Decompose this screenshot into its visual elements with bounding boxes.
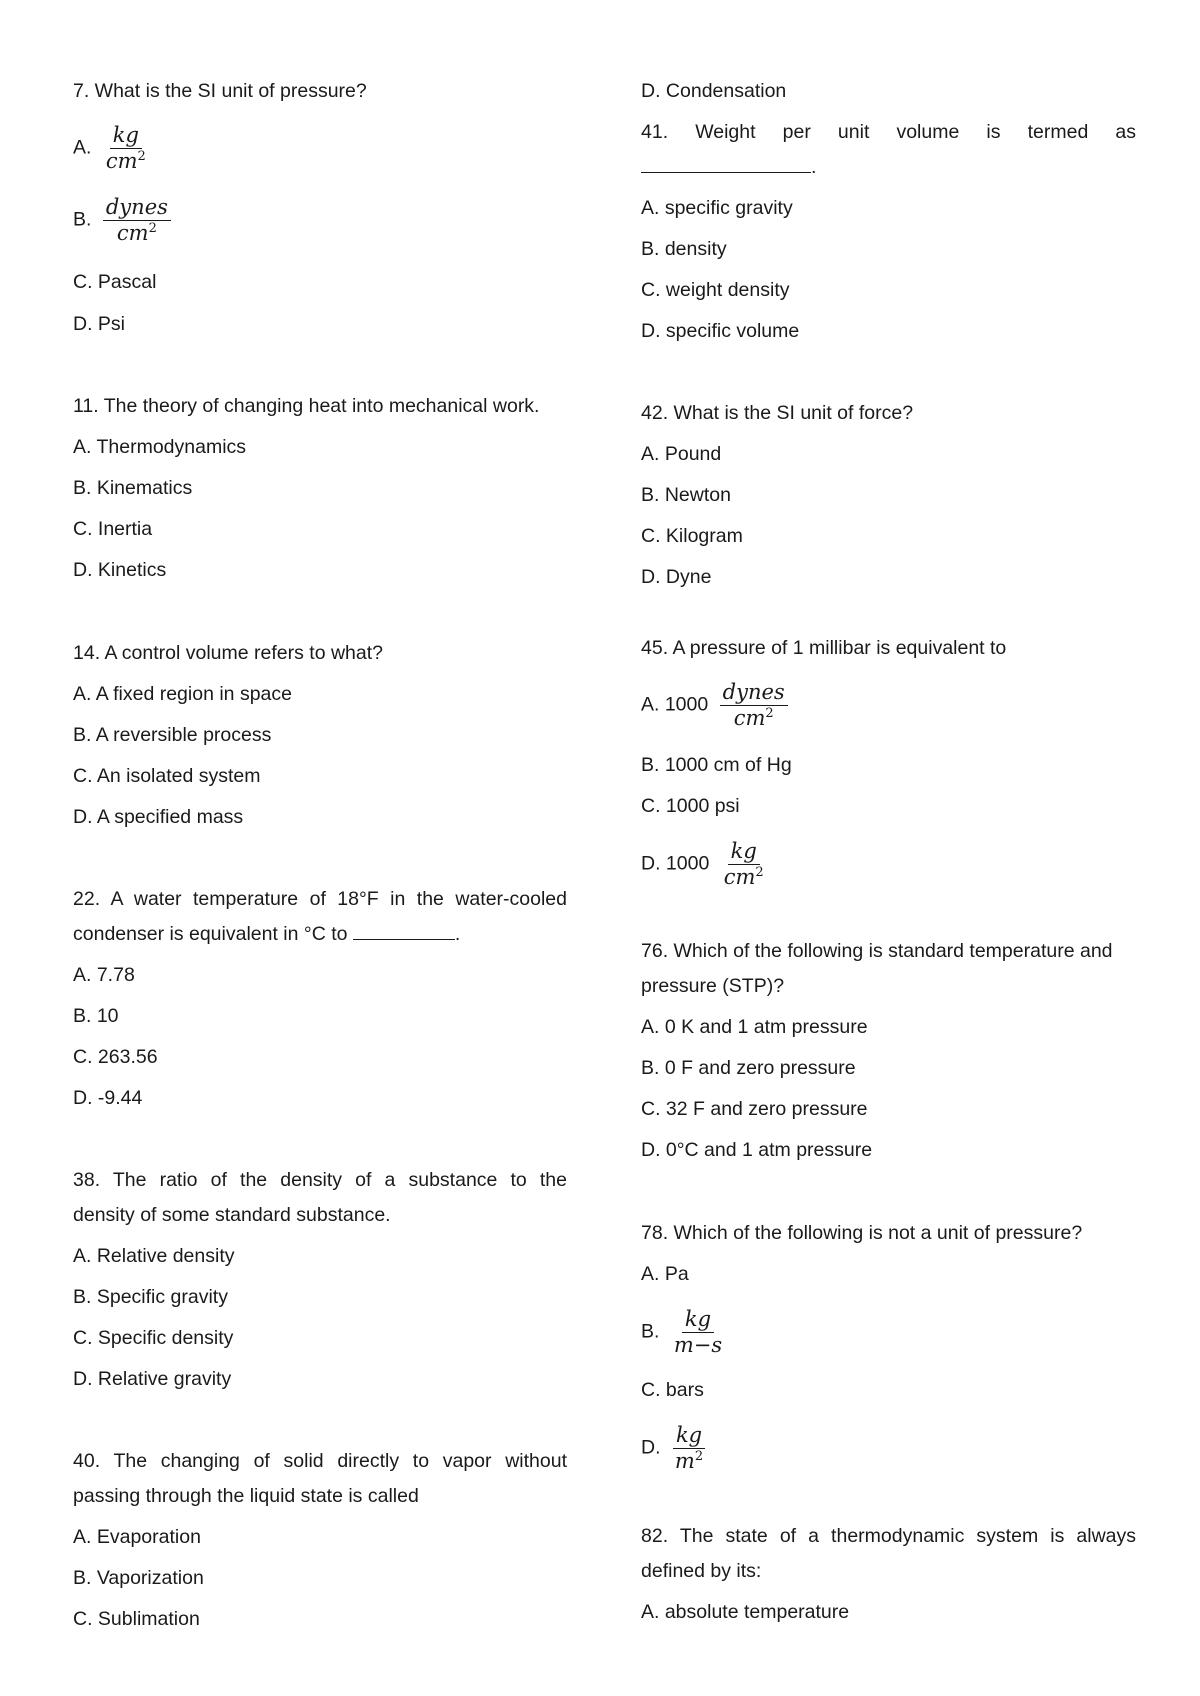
answer-option-a — [641, 681, 1136, 730]
answer-option-a: A. Evaporation — [73, 1526, 201, 1548]
question-text: 11. The theory of changing heat into mechanical work. — [73, 395, 540, 417]
option-label: A. 1000 — [641, 693, 709, 716]
question-text: 42. What is the SI unit of force? — [641, 402, 914, 424]
fraction-numerator: kg — [110, 124, 142, 149]
fraction-denominator: $cm^2$ — [733, 706, 774, 730]
answer-option-a: A. Pound — [641, 443, 722, 465]
question-text-line2: condenser is equivalent in °C to . — [73, 923, 461, 945]
answer-option-a: A. A fixed region in space — [73, 683, 292, 705]
answer-option-b — [73, 196, 567, 245]
question-text: 78. Which of the following is not a unit of pressure? — [641, 1222, 1083, 1244]
answer-option-d: D. Psi — [73, 313, 126, 335]
answer-option-b: B. A reversible process — [73, 724, 272, 746]
question-text-line2: pressure (STP)? — [641, 975, 785, 997]
fraction-denominator: $cm^2$ — [105, 149, 146, 173]
fraction — [671, 1308, 725, 1357]
answer-option-d — [641, 1424, 1136, 1473]
answer-option-a: A. Thermodynamics — [73, 436, 247, 458]
question-text-line2: defined by its: — [641, 1560, 762, 1582]
fraction-numerator: kg — [728, 840, 760, 865]
fraction — [720, 681, 788, 730]
answer-option-d: D. Relative gravity — [73, 1368, 232, 1390]
question-text-line1: 82. The state of a thermodynamic system is always — [641, 1525, 1136, 1547]
answer-option-c: C. 32 F and zero pressure — [641, 1098, 868, 1120]
answer-option-a: A. Relative density — [73, 1245, 235, 1267]
answer-option-c: C. An isolated system — [73, 765, 261, 787]
question-text-line1: 76. Which of the following is standard temperature and — [641, 940, 1113, 962]
answer-option-c: C. Kilogram — [641, 525, 743, 547]
fraction-denominator: m−s — [673, 1333, 723, 1357]
question-text-line1: 38. The ratio of the density of a substance to the — [73, 1169, 567, 1191]
fraction-numerator: dynes — [720, 681, 788, 706]
answer-option-a: A. 0 K and 1 atm pressure — [641, 1016, 868, 1038]
fraction — [672, 1424, 706, 1473]
answer-option-d: D. Condensation — [641, 80, 787, 102]
answer-option-b: B. Specific gravity — [73, 1286, 228, 1308]
option-label: A. — [73, 136, 92, 159]
answer-option-c: C. Specific density — [73, 1327, 234, 1349]
fraction-numerator: kg — [673, 1424, 705, 1449]
fraction-denominator: $cm^2$ — [723, 865, 764, 889]
answer-blank — [353, 923, 455, 940]
fraction-denominator: $cm^2$ — [116, 221, 157, 245]
question-text-line1: 40. The changing of solid directly to vapor without — [73, 1450, 567, 1472]
answer-option-b — [641, 1308, 1136, 1357]
answer-option-d: D. Kinetics — [73, 559, 167, 581]
answer-blank — [641, 156, 811, 173]
fraction — [103, 124, 149, 173]
question-text: 14. A control volume refers to what? — [73, 642, 384, 664]
option-label: B. — [641, 1320, 660, 1343]
question-text-line2: . — [641, 155, 1136, 179]
answer-option-a: A. absolute temperature — [641, 1601, 850, 1623]
answer-option-c: C. Pascal — [73, 271, 157, 293]
question-text: 45. A pressure of 1 millibar is equivalent to — [641, 637, 1007, 659]
fraction-numerator: kg — [682, 1308, 714, 1333]
question-text-line2: density of some standard substance. — [73, 1204, 391, 1226]
option-label: D. — [641, 1436, 661, 1459]
question-text-line1: 22. A water temperature of 18°F in the water-cooled — [73, 888, 567, 910]
answer-option-d — [641, 840, 1136, 889]
answer-option-d: D. A specified mass — [73, 806, 244, 828]
question-text-line2: passing through the liquid state is called — [73, 1485, 419, 1507]
answer-option-b: B. Newton — [641, 484, 731, 506]
answer-option-d: D. specific volume — [641, 320, 800, 342]
answer-option-c: C. 1000 psi — [641, 795, 740, 817]
answer-option-c: C. bars — [641, 1379, 704, 1401]
fraction — [721, 840, 767, 889]
fraction — [103, 196, 171, 245]
answer-option-b: B. Vaporization — [73, 1567, 204, 1589]
answer-option-c: C. weight density — [641, 279, 790, 301]
option-label: B. — [73, 208, 92, 231]
answer-option-b: B. 10 — [73, 1005, 119, 1027]
question-text-line1: 41. Weight per unit volume is termed as — [641, 121, 1136, 143]
answer-option-c: C. Inertia — [73, 518, 153, 540]
answer-option-a: A. specific gravity — [641, 197, 793, 219]
answer-option-d: D. 0°C and 1 atm pressure — [641, 1139, 873, 1161]
answer-option-d: D. Dyne — [641, 566, 712, 588]
answer-option-d: D. -9.44 — [73, 1087, 143, 1109]
answer-option-a: A. 7.78 — [73, 964, 135, 986]
option-label: D. 1000 — [641, 852, 710, 875]
answer-option-b: B. Kinematics — [73, 477, 193, 499]
fraction-denominator: $m^2$ — [674, 1449, 704, 1473]
answer-option-a: A. Pa — [641, 1263, 689, 1285]
answer-option-c: C. 263.56 — [73, 1046, 158, 1068]
answer-option-a — [73, 124, 567, 173]
answer-option-c: C. Sublimation — [73, 1608, 200, 1630]
answer-option-b: B. density — [641, 238, 727, 260]
answer-option-b: B. 1000 cm of Hg — [641, 754, 792, 776]
fraction-numerator: dynes — [103, 196, 171, 221]
answer-option-b: B. 0 F and zero pressure — [641, 1057, 856, 1079]
question-text: 7. What is the SI unit of pressure? — [73, 80, 367, 102]
